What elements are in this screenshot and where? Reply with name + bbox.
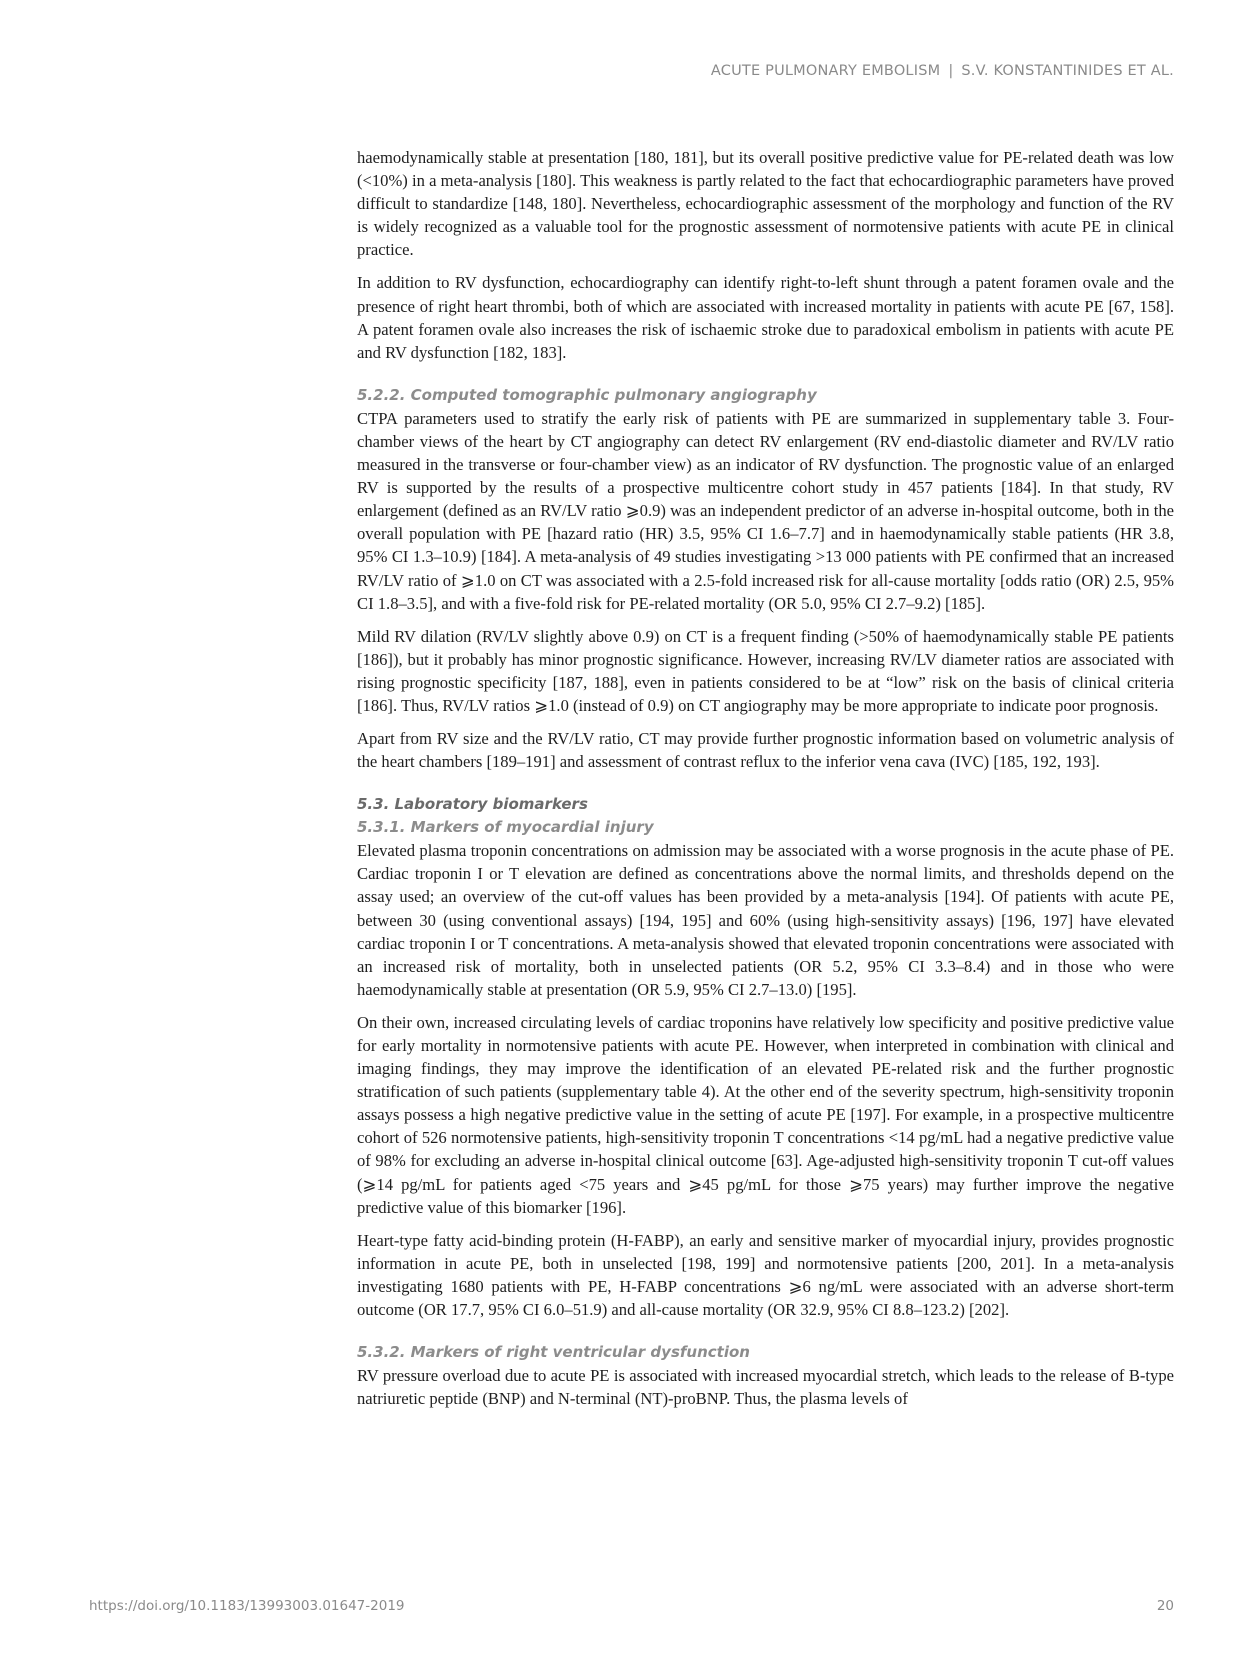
- subsection-heading-5-2-2: 5.2.2. Computed tomographic pulmonary angiography: [357, 385, 817, 404]
- header-separator: |: [948, 63, 954, 79]
- footer-doi-link[interactable]: https://doi.org/10.1183/13993003.01647-2019: [89, 1598, 405, 1614]
- paragraph: Mild RV dilation (RV/LV slightly above 0.9) on CT is a frequent finding (>50% of haemodynamically stable PE patients [186]), but it probably has minor prognostic significance. However, increasing RV/LV diameter ratios are associated with rising prognostic specificity [187, 188], even in patients considered to be at “low” risk on the basis of clinical criteria [186]. Thus, RV/LV ratios ⩾1.0 (instead of 0.9) on CT angiography may be more appropriate to indicate poor prognosis.: [357, 626, 1174, 715]
- header-authors: S.V. KONSTANTINIDES ET AL.: [961, 63, 1174, 79]
- subsection-heading-5-3-1: 5.3.1. Markers of myocardial injury: [357, 818, 654, 837]
- paragraph: RV pressure overload due to acute PE is associated with increased myocardial stretch, which leads to the release of B-type natriuretic peptide (BNP) and N-terminal (NT)-proBNP. Thus, the plasma levels of: [357, 1366, 1174, 1409]
- paragraph: Elevated plasma troponin concentrations on admission may be associated with a worse prognosis in the acute phase of PE. Cardiac troponin I or T elevation are defined as concentrations above the normal limits, and thresholds depend on the assay used; an overview of the cut-off values has been provided by a meta-analysis [194]. Of patients with acute PE, between 30 (using conventional assays) [194, 195] and 60% (using high-sensitivity assays) [196, 197] have elevated cardiac troponin I or T concentrations. A meta-analysis showed that elevated troponin concentrations were associated with an increased risk of mortality, both in unselected patients (OR 5.2, 95% CI 3.3–8.4) and in those who were haemodynamically stable at presentation (OR 5.9, 95% CI 2.7–13.0) [195].: [357, 841, 1174, 999]
- running-header: [711, 63, 1174, 79]
- paragraph: Heart-type fatty acid-binding protein (H-FABP), an early and sensitive marker of myocardial injury, provides prognostic information in acute PE, both in unselected [198, 199] and normotensive patients [200, 201]. In a meta-analysis investigating 1680 patients with PE, H-FABP concentrations ⩾6 ng/mL were associated with an adverse short-term outcome (OR 17.7, 95% CI 6.0–51.9) and all-cause mortality (OR 32.9, 95% CI 8.8–123.2) [202].: [357, 1230, 1174, 1320]
- section-heading-5-3: 5.3. Laboratory biomarkers: [357, 795, 588, 814]
- paragraph: On their own, increased circulating levels of cardiac troponins have relatively low specificity and positive predictive value for early mortality in normotensive patients with acute PE. However, when interpreted in combination with clinical and imaging findings, they may improve the identification of an elevated PE-related risk and the further prognostic stratification of such patients (supplementary table 4). At the other end of the severity spectrum, high-sensitivity troponin assays possess a high negative predictive value in the setting of acute PE [197]. For example, in a prospective multicentre cohort of 526 normotensive patients, high-sensitivity troponin T concentrations <14 pg/mL had a negative predictive value of 98% for excluding an adverse in-hospital clinical outcome [63]. Age-adjusted high-sensitivity troponin T cut-off values (⩾14 pg/mL for patients aged <75 years and ⩾45 pg/mL for those ⩾75 years) may further improve the negative predictive value of this biomarker [196].: [357, 1012, 1174, 1217]
- paragraph: In addition to RV dysfunction, echocardiography can identify right-to-left shunt through a patent foramen ovale and the presence of right heart thrombi, both of which are associated with increased mortality in patients with acute PE [67, 158]. A patent foramen ovale also increases the risk of ischaemic stroke due to paradoxical embolism in patients with acute PE and RV dysfunction [182, 183].: [357, 273, 1174, 362]
- page-number: 20: [1156, 1598, 1174, 1614]
- paragraph: haemodynamically stable at presentation [180, 181], but its overall positive predictive value for PE-related death was low (<10%) in a meta-analysis [180]. This weakness is partly related to the fact that echocardiographic parameters have proved difficult to standardize [148, 180]. Nevertheless, echocardiographic assessment of the morphology and function of the RV is widely recognized as a valuable tool for the prognostic assessment of normotensive patients with acute PE in clinical practice.: [357, 148, 1174, 260]
- subsection-heading-5-3-2: 5.3.2. Markers of right ventricular dysfunction: [357, 1343, 750, 1362]
- journal-title: ACUTE PULMONARY EMBOLISM: [710, 63, 941, 79]
- paragraph: Apart from RV size and the RV/LV ratio, CT may provide further prognostic information based on volumetric analysis of the heart chambers [189–191] and assessment of contrast reflux to the inferior vena cava (IVC) [185, 192, 193].: [357, 729, 1174, 772]
- body-column: [357, 146, 1174, 1410]
- paragraph: CTPA parameters used to stratify the early risk of patients with PE are summarized in supplementary table 3. Four-chamber views of the heart by CT angiography can detect RV enlargement (RV end-diastolic diameter and RV/LV ratio measured in the transverse or four-chamber view) as an indicator of RV dysfunction. The prognostic value of an enlarged RV is supported by the results of a prospective multicentre cohort study in 457 patients [184]. In that study, RV enlargement (defined as an RV/LV ratio ⩾0.9) was an independent predictor of an adverse in-hospital outcome, both in the overall population with PE [hazard ratio (HR) 3.5, 95% CI 1.6–7.7] and in haemodynamically stable patients (HR 3.8, 95% CI 1.3–10.9) [184]. A meta-analysis of 49 studies investigating >13 000 patients with PE confirmed that an increased RV/LV ratio of ⩾1.0 on CT was associated with a 2.5-fold increased risk for all-cause mortality [odds ratio (OR) 2.5, 95% CI 1.8–3.5], and with a five-fold risk for PE-related mortality (OR 5.0, 95% CI 2.7–9.2) [185].: [357, 408, 1174, 613]
